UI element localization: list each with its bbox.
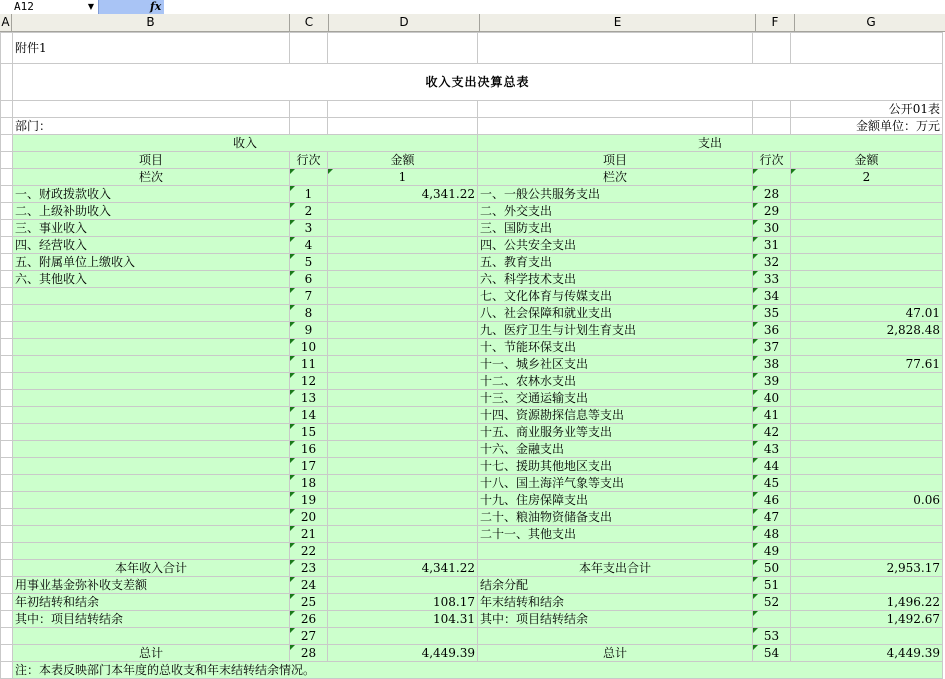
income-row-no[interactable]: 14 — [290, 407, 328, 424]
cell[interactable] — [328, 101, 478, 118]
cell[interactable] — [1, 390, 13, 407]
cell[interactable] — [1, 373, 13, 390]
table-row — [1, 203, 943, 220]
cell[interactable] — [1, 118, 13, 135]
income-row-no[interactable]: 11 — [290, 356, 328, 373]
income-row-no[interactable]: 27 — [290, 628, 328, 645]
income-amount[interactable] — [328, 407, 478, 424]
seq-label[interactable]: 栏次 — [478, 169, 753, 186]
income-row-no[interactable]: 9 — [290, 322, 328, 339]
income-amount[interactable] — [328, 237, 478, 254]
department-label[interactable]: 部门： — [13, 118, 290, 135]
table-row — [1, 560, 943, 577]
table-row — [1, 356, 943, 373]
table-row — [1, 220, 943, 237]
expense-amount[interactable]: 2,953.17 — [791, 560, 943, 577]
income-row-no[interactable]: 18 — [290, 475, 328, 492]
expense-amount[interactable] — [791, 288, 943, 305]
expense-row-no[interactable]: 50 — [753, 560, 791, 577]
income-amount[interactable] — [328, 441, 478, 458]
income-amount[interactable] — [328, 339, 478, 356]
expense-amount[interactable] — [791, 509, 943, 526]
expense-amount[interactable]: 1,492.67 — [791, 611, 943, 628]
expense-row-no[interactable]: 43 — [753, 441, 791, 458]
expense-row-no[interactable]: 45 — [753, 475, 791, 492]
cell[interactable] — [478, 101, 753, 118]
table-row — [1, 390, 943, 407]
cell[interactable] — [1, 186, 13, 203]
column-header-g[interactable]: G — [795, 14, 945, 32]
worksheet — [0, 32, 945, 679]
expense-row-no[interactable]: 47 — [753, 509, 791, 526]
income-amount[interactable] — [328, 271, 478, 288]
expense-item[interactable]: 二十、粮油物资储备支出 — [478, 509, 753, 526]
expense-row-no[interactable]: 35 — [753, 305, 791, 322]
income-amount[interactable] — [328, 322, 478, 339]
income-row-no[interactable]: 13 — [290, 390, 328, 407]
income-item[interactable] — [13, 373, 290, 390]
cell[interactable] — [1, 662, 13, 679]
income-row-no[interactable]: 8 — [290, 305, 328, 322]
expense-row-no[interactable]: 40 — [753, 390, 791, 407]
expense-row-no[interactable]: 41 — [753, 407, 791, 424]
income-item[interactable] — [13, 305, 290, 322]
income-row-no[interactable]: 2 — [290, 203, 328, 220]
cell[interactable] — [1, 628, 13, 645]
income-item[interactable]: 总计 — [13, 645, 290, 662]
expense-amount[interactable] — [791, 577, 943, 594]
expense-amount[interactable] — [791, 390, 943, 407]
expense-amount[interactable]: 47.01 — [791, 305, 943, 322]
formula-bar — [0, 0, 945, 14]
expense-item[interactable]: 三、国防支出 — [478, 220, 753, 237]
expense-row-no[interactable] — [753, 611, 791, 628]
cell[interactable] — [1, 543, 13, 560]
income-item[interactable] — [13, 339, 290, 356]
cell[interactable] — [1, 152, 13, 169]
cell[interactable] — [1, 101, 13, 118]
column-header-d[interactable]: D — [329, 14, 480, 32]
income-row-no[interactable]: 5 — [290, 254, 328, 271]
income-amount[interactable] — [328, 475, 478, 492]
expense-row-no[interactable]: 51 — [753, 577, 791, 594]
seq-number[interactable]: 2 — [791, 169, 943, 186]
income-row-no[interactable]: 1 — [290, 186, 328, 203]
cell[interactable] — [1, 577, 13, 594]
name-box[interactable]: A12 — [0, 0, 96, 14]
expense-item[interactable]: 年末结转和结余 — [478, 594, 753, 611]
income-item[interactable] — [13, 543, 290, 560]
expense-item[interactable]: 九、医疗卫生与计划生育支出 — [478, 322, 753, 339]
cell[interactable] — [1, 509, 13, 526]
expense-item[interactable]: 一、一般公共服务支出 — [478, 186, 753, 203]
expense-item[interactable] — [478, 628, 753, 645]
expense-amount[interactable] — [791, 441, 943, 458]
expense-amount[interactable] — [791, 254, 943, 271]
table-row — [1, 339, 943, 356]
table-row — [1, 594, 943, 611]
page-title[interactable]: 收入支出决算总表 — [13, 64, 943, 101]
cell[interactable] — [1, 64, 13, 101]
column-header-amount[interactable]: 金额 — [791, 152, 943, 169]
income-row-no[interactable]: 25 — [290, 594, 328, 611]
cell[interactable] — [1, 169, 13, 186]
income-row-no[interactable]: 16 — [290, 441, 328, 458]
income-amount[interactable] — [328, 509, 478, 526]
attachment-label[interactable]: 附件1 — [13, 33, 290, 64]
income-amount[interactable]: 4,341.22 — [328, 560, 478, 577]
column-header-amount[interactable]: 金额 — [328, 152, 478, 169]
expense-row-no[interactable]: 29 — [753, 203, 791, 220]
form-number[interactable]: 公开01表 — [791, 101, 943, 118]
column-header-row-no[interactable]: 行次 — [753, 152, 791, 169]
expense-row-no[interactable]: 32 — [753, 254, 791, 271]
expense-row-no[interactable]: 42 — [753, 424, 791, 441]
expense-amount[interactable] — [791, 424, 943, 441]
income-row-no[interactable]: 22 — [290, 543, 328, 560]
expense-row-no[interactable]: 48 — [753, 526, 791, 543]
expense-row-no[interactable]: 39 — [753, 373, 791, 390]
income-row-no[interactable]: 15 — [290, 424, 328, 441]
income-amount[interactable] — [328, 356, 478, 373]
cell[interactable] — [290, 169, 328, 186]
expense-item[interactable]: 十二、农林水支出 — [478, 373, 753, 390]
table-row — [1, 645, 943, 662]
cell[interactable] — [753, 118, 791, 135]
cell[interactable] — [1, 322, 13, 339]
expense-amount[interactable] — [791, 220, 943, 237]
income-item[interactable] — [13, 492, 290, 509]
cell[interactable] — [1, 237, 13, 254]
expense-item[interactable]: 十四、资源勘探信息等支出 — [478, 407, 753, 424]
expense-item[interactable]: 其中：项目结转结余 — [478, 611, 753, 628]
column-header-c[interactable]: C — [290, 14, 329, 32]
cell[interactable] — [1, 339, 13, 356]
cell[interactable] — [290, 33, 328, 64]
expense-item[interactable]: 六、科学技术支出 — [478, 271, 753, 288]
income-amount[interactable] — [328, 458, 478, 475]
column-header-e[interactable]: E — [480, 14, 756, 32]
cell[interactable] — [290, 118, 328, 135]
income-item[interactable] — [13, 390, 290, 407]
cell[interactable] — [1, 645, 13, 662]
table-row — [1, 458, 943, 475]
expense-amount[interactable] — [791, 458, 943, 475]
expense-amount[interactable] — [791, 373, 943, 390]
table-row — [1, 441, 943, 458]
expense-amount[interactable] — [791, 543, 943, 560]
income-row-no[interactable]: 3 — [290, 220, 328, 237]
expense-row-no[interactable]: 34 — [753, 288, 791, 305]
cell[interactable] — [753, 33, 791, 64]
expense-amount[interactable] — [791, 475, 943, 492]
cell[interactable] — [1, 356, 13, 373]
column-header-item[interactable]: 项目 — [13, 152, 290, 169]
income-item[interactable] — [13, 322, 290, 339]
cell[interactable] — [1, 271, 13, 288]
expense-item[interactable]: 七、文化体育与传媒支出 — [478, 288, 753, 305]
income-amount[interactable] — [328, 628, 478, 645]
expense-amount[interactable] — [791, 271, 943, 288]
income-amount[interactable] — [328, 543, 478, 560]
table-row — [1, 543, 943, 560]
income-item[interactable] — [13, 628, 290, 645]
expense-amount[interactable] — [791, 526, 943, 543]
expense-amount[interactable] — [791, 407, 943, 424]
table-row — [1, 526, 943, 543]
expense-item[interactable]: 十九、住房保障支出 — [478, 492, 753, 509]
income-amount[interactable] — [328, 288, 478, 305]
expense-row-no[interactable]: 54 — [753, 645, 791, 662]
expense-item[interactable]: 十五、商业服务业等支出 — [478, 424, 753, 441]
cell[interactable] — [1, 594, 13, 611]
column-header-b[interactable]: B — [12, 14, 290, 32]
income-row-no[interactable]: 12 — [290, 373, 328, 390]
expense-amount[interactable] — [791, 203, 943, 220]
cell[interactable] — [13, 101, 290, 118]
income-item[interactable]: 四、经营收入 — [13, 237, 290, 254]
expense-item[interactable]: 十三、交通运输支出 — [478, 390, 753, 407]
column-header-f[interactable]: F — [756, 14, 795, 32]
table-row — [1, 322, 943, 339]
column-header-item[interactable]: 项目 — [478, 152, 753, 169]
income-amount[interactable] — [328, 203, 478, 220]
expense-item[interactable]: 二、外交支出 — [478, 203, 753, 220]
income-item[interactable]: 本年收入合计 — [13, 560, 290, 577]
chevron-down-icon[interactable]: ▼ — [87, 2, 95, 11]
seq-label[interactable]: 栏次 — [13, 169, 290, 186]
cell[interactable] — [1, 203, 13, 220]
sheet-grid — [0, 32, 943, 679]
expense-amount[interactable] — [791, 186, 943, 203]
expense-row-no[interactable]: 49 — [753, 543, 791, 560]
expense-item[interactable]: 四、公共安全支出 — [478, 237, 753, 254]
cell[interactable] — [791, 33, 943, 64]
table-row — [1, 509, 943, 526]
income-item[interactable] — [13, 356, 290, 373]
cell[interactable] — [1, 611, 13, 628]
expense-row-no[interactable]: 37 — [753, 339, 791, 356]
column-header-row-no[interactable]: 行次 — [290, 152, 328, 169]
cell[interactable] — [753, 169, 791, 186]
table-row — [1, 271, 943, 288]
income-header[interactable]: 收入 — [13, 135, 478, 152]
expense-row-no[interactable]: 31 — [753, 237, 791, 254]
income-item[interactable]: 用事业基金弥补收支差额 — [13, 577, 290, 594]
expense-row-no[interactable]: 53 — [753, 628, 791, 645]
income-row-no[interactable]: 17 — [290, 458, 328, 475]
fx-icon[interactable]: fx — [150, 0, 162, 13]
expense-item[interactable]: 十、节能环保支出 — [478, 339, 753, 356]
expense-amount[interactable]: 2,828.48 — [791, 322, 943, 339]
expense-item[interactable]: 五、教育支出 — [478, 254, 753, 271]
table-row — [1, 237, 943, 254]
column-header-a[interactable]: A — [0, 14, 12, 32]
expense-item[interactable]: 十一、城乡社区支出 — [478, 356, 753, 373]
income-row-no[interactable]: 21 — [290, 526, 328, 543]
expense-amount[interactable]: 77.61 — [791, 356, 943, 373]
cell[interactable] — [753, 101, 791, 118]
table-row — [1, 288, 943, 305]
income-item[interactable] — [13, 458, 290, 475]
expense-item[interactable]: 本年支出合计 — [478, 560, 753, 577]
cell[interactable] — [1, 441, 13, 458]
income-row-no[interactable]: 28 — [290, 645, 328, 662]
table-row — [1, 373, 943, 390]
expense-item[interactable]: 十八、国土海洋气象等支出 — [478, 475, 753, 492]
expense-item[interactable]: 总计 — [478, 645, 753, 662]
income-item[interactable] — [13, 288, 290, 305]
cell[interactable] — [1, 560, 13, 577]
cell[interactable] — [1, 135, 13, 152]
income-row-no[interactable]: 19 — [290, 492, 328, 509]
income-amount[interactable] — [328, 220, 478, 237]
cell[interactable] — [1, 254, 13, 271]
footnote[interactable]: 注：本表反映部门本年度的总收支和年末结转结余情况。 — [13, 662, 943, 679]
unit-label[interactable]: 金额单位：万元 — [791, 118, 943, 135]
income-item[interactable] — [13, 441, 290, 458]
income-row-no[interactable]: 6 — [290, 271, 328, 288]
expense-item[interactable]: 十七、援助其他地区支出 — [478, 458, 753, 475]
income-amount[interactable] — [328, 305, 478, 322]
expense-amount[interactable]: 1,496.22 — [791, 594, 943, 611]
cell[interactable] — [1, 492, 13, 509]
income-item[interactable] — [13, 509, 290, 526]
income-item[interactable]: 三、事业收入 — [13, 220, 290, 237]
table-row — [1, 407, 943, 424]
income-amount[interactable]: 104.31 — [328, 611, 478, 628]
income-item[interactable] — [13, 526, 290, 543]
expense-row-no[interactable]: 52 — [753, 594, 791, 611]
expense-amount[interactable]: 0.06 — [791, 492, 943, 509]
table-row — [1, 424, 943, 441]
income-amount[interactable] — [328, 424, 478, 441]
expense-row-no[interactable]: 30 — [753, 220, 791, 237]
expense-item[interactable] — [478, 543, 753, 560]
table-row — [1, 254, 943, 271]
cell[interactable] — [1, 475, 13, 492]
table-row — [1, 611, 943, 628]
income-item[interactable] — [13, 424, 290, 441]
table-row — [1, 662, 943, 679]
income-item[interactable] — [13, 475, 290, 492]
income-amount[interactable] — [328, 254, 478, 271]
expense-row-no[interactable]: 38 — [753, 356, 791, 373]
cell[interactable] — [290, 101, 328, 118]
cell[interactable] — [1, 407, 13, 424]
income-item[interactable]: 年初结转和结余 — [13, 594, 290, 611]
cell[interactable] — [1, 458, 13, 475]
expense-amount[interactable] — [791, 237, 943, 254]
income-amount[interactable] — [328, 492, 478, 509]
table-row — [1, 186, 943, 203]
income-row-no[interactable]: 26 — [290, 611, 328, 628]
expense-amount[interactable] — [791, 339, 943, 356]
income-row-no[interactable]: 24 — [290, 577, 328, 594]
expense-item[interactable]: 结余分配 — [478, 577, 753, 594]
expense-row-no[interactable]: 28 — [753, 186, 791, 203]
expense-row-no[interactable]: 44 — [753, 458, 791, 475]
income-item[interactable]: 二、上级补助收入 — [13, 203, 290, 220]
table-row — [1, 305, 943, 322]
income-amount[interactable] — [328, 390, 478, 407]
cell[interactable] — [1, 220, 13, 237]
expense-row-no[interactable]: 33 — [753, 271, 791, 288]
income-item[interactable] — [13, 407, 290, 424]
cell[interactable] — [328, 118, 478, 135]
income-row-no[interactable]: 20 — [290, 509, 328, 526]
income-item[interactable]: 一、财政拨款收入 — [13, 186, 290, 203]
income-row-no[interactable]: 23 — [290, 560, 328, 577]
income-amount[interactable] — [328, 526, 478, 543]
expense-row-no[interactable]: 46 — [753, 492, 791, 509]
income-amount[interactable]: 4,449.39 — [328, 645, 478, 662]
income-item[interactable]: 五、附属单位上缴收入 — [13, 254, 290, 271]
cell[interactable] — [1, 424, 13, 441]
seq-number[interactable]: 1 — [328, 169, 478, 186]
income-amount[interactable]: 4,341.22 — [328, 186, 478, 203]
cell[interactable] — [478, 33, 753, 64]
income-row-no[interactable]: 7 — [290, 288, 328, 305]
income-amount[interactable] — [328, 577, 478, 594]
cell[interactable] — [1, 288, 13, 305]
expense-row-no[interactable]: 36 — [753, 322, 791, 339]
table-row — [1, 577, 943, 594]
income-item[interactable]: 其中：项目结转结余 — [13, 611, 290, 628]
cell[interactable] — [328, 33, 478, 64]
expense-item[interactable]: 十六、金融支出 — [478, 441, 753, 458]
income-amount[interactable]: 108.17 — [328, 594, 478, 611]
cell[interactable] — [1, 33, 13, 64]
income-item[interactable]: 六、其他收入 — [13, 271, 290, 288]
income-row-no[interactable]: 10 — [290, 339, 328, 356]
table-row — [1, 475, 943, 492]
table-row — [1, 492, 943, 509]
income-row-no[interactable]: 4 — [290, 237, 328, 254]
cell[interactable] — [478, 118, 753, 135]
expense-header[interactable]: 支出 — [478, 135, 943, 152]
expense-amount[interactable] — [791, 628, 943, 645]
cell[interactable] — [1, 305, 13, 322]
expense-amount[interactable]: 4,449.39 — [791, 645, 943, 662]
table-row — [1, 628, 943, 645]
income-amount[interactable] — [328, 373, 478, 390]
expense-item[interactable]: 二十一、其他支出 — [478, 526, 753, 543]
expense-item[interactable]: 八、社会保障和就业支出 — [478, 305, 753, 322]
cell[interactable] — [1, 526, 13, 543]
